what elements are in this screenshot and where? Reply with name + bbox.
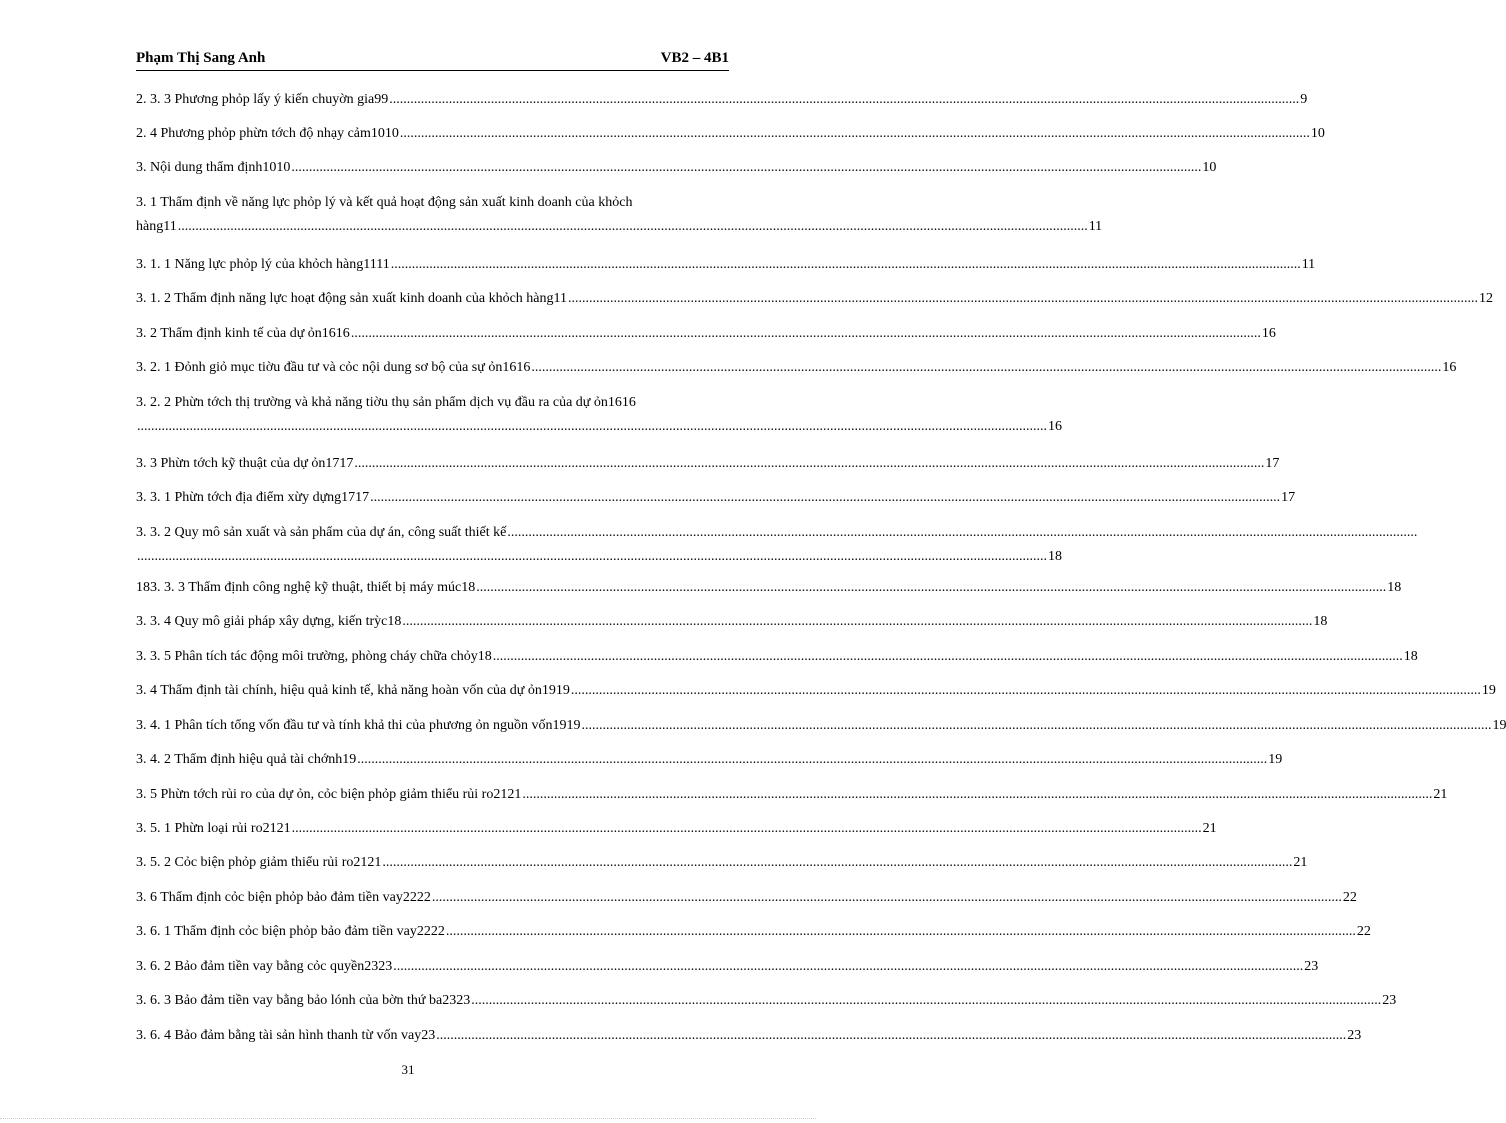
toc-entry-page: 12: [1479, 291, 1494, 306]
toc-entry: [136, 360, 1457, 380]
toc-entry-text: 3. 3 Phừn tớch kỹ thuật của dự ỏn1717: [136, 456, 354, 471]
toc-entry: [136, 683, 1496, 703]
toc-entry-page: 18: [1313, 614, 1328, 629]
toc-entry: [136, 959, 1319, 979]
toc-entry: [136, 291, 1494, 311]
toc-entry-text: 3. 6. 4 Bảo đảm bằng tài sản hình thanh từ vốn vay23: [136, 1028, 436, 1043]
toc-entry-text: 3. Nội dung thẩm định1010: [136, 160, 291, 175]
toc-entry: [136, 855, 1308, 875]
toc-entry-text: 3. 5. 2 Cỏc biện phỏp giảm thiểu rủi ro2121: [136, 855, 382, 870]
toc-entry-page: 21: [1433, 787, 1448, 802]
toc-entry: [136, 752, 1283, 772]
toc-entry-page: 17: [1281, 490, 1296, 505]
toc-entry-page: 16: [1261, 326, 1276, 341]
toc-entry: [136, 92, 1308, 112]
toc-entry-page: 22: [1342, 890, 1357, 905]
toc-entry-text-line1: 3. 2. 2 Phừn tớch thị trường và khả năng tiờu thụ sản phẩm dịch vụ đầu ra của dự ỏn1616: [136, 395, 636, 410]
toc-entry-page: 19: [1492, 718, 1506, 733]
toc-entry-page: 18: [1403, 649, 1418, 664]
toc-entry: [136, 580, 1402, 600]
toc-entry-text: 183. 3. 3 Thẩm định công nghệ kỹ thuật, thiết bị máy múc18: [136, 580, 476, 595]
toc-entry-page: 22: [1356, 924, 1371, 939]
toc-entry: [136, 456, 1280, 476]
toc-entry: [136, 525, 1062, 569]
toc-entry-page: 23: [1304, 959, 1319, 974]
toc-entry-text: 3. 2 Thẩm định kinh tế của dự ỏn1616: [136, 326, 350, 341]
toc-entry-text: 3. 4. 2 Thẩm định hiệu quả tài chớnh19: [136, 752, 357, 767]
toc-entry-text: 3. 6. 2 Bảo đảm tiền vay bằng cỏc quyền2323: [136, 959, 393, 974]
toc-entry-page: 18: [1048, 549, 1062, 564]
toc-entry-page: 10: [1202, 160, 1217, 175]
toc-entry-text: 3. 3. 1 Phừn tớch địa điểm xừy dựng1717: [136, 490, 370, 505]
toc-entry: [136, 160, 1217, 180]
toc-entry-page: 19: [1268, 752, 1283, 767]
toc-entry-text: 2. 4 Phương phỏp phừn tớch độ nhạy cảm1010: [136, 126, 399, 141]
toc-entry: [136, 195, 1103, 239]
toc-entry: [136, 890, 1357, 910]
toc-entry-page: 10: [1310, 126, 1325, 141]
toc-entry: [136, 993, 1397, 1013]
page-header: [136, 50, 729, 71]
toc-entry: [136, 126, 1325, 146]
header-class-code: VB2 – 4B1: [660, 50, 729, 66]
toc-entry: [136, 614, 1328, 634]
toc-entry-page: 17: [1265, 456, 1280, 471]
toc-entry: [136, 787, 1448, 807]
toc-entry-text: 2. 3. 3 Phương phỏp lấy ý kiến chuyờn gia99: [136, 92, 389, 107]
toc-entry-page: 16: [1442, 360, 1457, 375]
toc-entry-page: 23: [1382, 993, 1397, 1008]
toc-entry-page: 11: [1088, 219, 1103, 234]
toc-entry-text: 3. 1. 2 Thẩm định năng lực hoạt động sản xuất kinh doanh của khỏch hàng11: [136, 291, 568, 306]
toc-entry-text-line1: 3. 1 Thẩm định về năng lực phỏp lý và kết quả hoạt động sản xuất kinh doanh của khỏch: [136, 195, 633, 210]
toc-entry-text: 3. 5 Phừn tớch rủi ro của dự ỏn, cỏc biện phỏp giảm thiểu rủi ro2121: [136, 787, 522, 802]
toc-entry-page: 19: [1481, 683, 1496, 698]
toc-entry-text: 3. 4 Thẩm định tài chính, hiệu quả kinh tế, khả năng hoàn vốn của dự ỏn1919: [136, 683, 570, 698]
toc-entry-text: 3. 3. 5 Phân tích tác động môi trường, phòng cháy chữa chỏy18: [136, 649, 492, 664]
toc-entry-text: 3. 3. 4 Quy mô giải pháp xây dựng, kiến trỳc18: [136, 614, 402, 629]
page-number: 31: [401, 1062, 415, 1077]
header-author: Phạm Thị Sang Anh: [136, 50, 266, 66]
toc-entry-page: 11: [1301, 257, 1316, 272]
toc-entry-text: hàng11: [136, 219, 177, 234]
toc-entry-page: 21: [1293, 855, 1308, 870]
toc-entry: [136, 490, 1296, 510]
toc-entry-text: 3. 1. 1 Năng lực phỏp lý của khỏch hàng1111: [136, 257, 390, 272]
toc-entry: [136, 257, 1316, 277]
toc-entry-text: 3. 2. 1 Đỏnh giỏ mục tiờu đầu tư và cỏc nội dung sơ bộ của sự ỏn1616: [136, 360, 531, 375]
toc-entry-page: 9: [1300, 92, 1308, 107]
toc-entry-text: 3. 6 Thẩm định cỏc biện phỏp bảo đảm tiền vay2222: [136, 890, 431, 905]
toc-entry: [136, 821, 1217, 841]
toc-entry-text: 3. 5. 1 Phừn loại rủi ro2121: [136, 821, 291, 836]
toc-entry-text-line1: 3. 3. 2 Quy mô sản xuất và sản phẩm của dự án, công suất thiết kế: [136, 525, 507, 540]
toc-entry: [136, 718, 1506, 738]
toc-entry-text: 3. 6. 3 Bảo đảm tiền vay bằng bảo lónh của bờn thứ ba2323: [136, 993, 471, 1008]
toc-entry-page: 18: [1387, 580, 1402, 595]
page-edge-divider: [0, 1118, 816, 1119]
toc-entry-page: 21: [1202, 821, 1217, 836]
toc-entry-page: 23: [1347, 1028, 1362, 1043]
toc-entry-page: 16: [1048, 419, 1062, 434]
toc-entry: [136, 1028, 1362, 1048]
toc-entry: [136, 326, 1276, 346]
toc-entry: [136, 395, 1062, 439]
toc-entry-text: 3. 6. 1 Thẩm định cỏc biện phỏp bảo đảm tiền vay2222: [136, 924, 445, 939]
toc-entry: [136, 649, 1418, 669]
toc-entry-text: 3. 4. 1 Phân tích tổng vốn đầu tư và tính khả thi của phương ỏn nguồn vốn1919: [136, 718, 581, 733]
toc-entry: [136, 924, 1371, 944]
